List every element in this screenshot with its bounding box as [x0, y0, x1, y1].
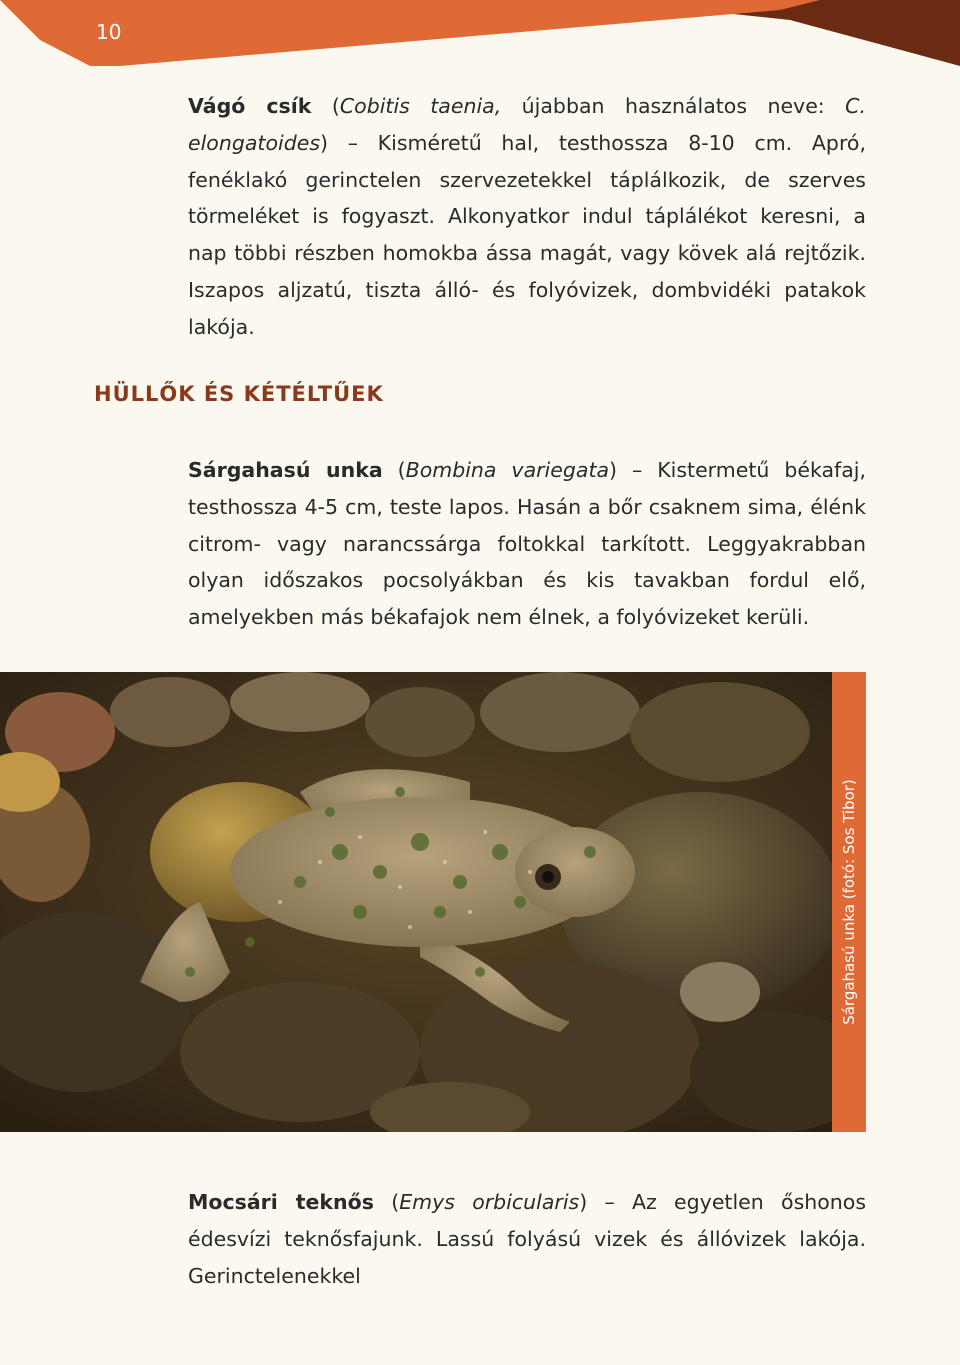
species-name: Vágó csík	[188, 94, 312, 118]
photo-caption: Sárgahasú unka (fotó: Sos Tibor)	[840, 779, 858, 1025]
paragraph-text: – Kistermetű békafaj, testhossza 4-5 cm, teste lapos. Hasán a bőr csaknem sima, élénk citrom- vagy narancssárga foltokkal tarkított. Leggyakrabban olyan időszakos pocsolyákban és kis tavakban fordul elő, amelyekben más békafajok nem élnek, a folyóvizeket kerüli.	[188, 458, 867, 630]
name-note: újabban használatos neve:	[501, 94, 846, 118]
scientific-name: Bombina variegata	[405, 458, 610, 482]
paragraph-text: – Az egyetlen őshonos édesvízi teknősfajunk. Lassú folyású vizek és állóvizek lakója. Gerinctelenekkel	[188, 1190, 867, 1288]
paren-close: )	[320, 130, 328, 155]
page-number: 10	[96, 20, 122, 44]
section-heading: HÜLLŐK ÉS KÉTÉLTŰEK	[94, 382, 384, 406]
paren-open: (	[311, 94, 340, 118]
paren-open: (	[373, 1190, 400, 1214]
paren-open: (	[382, 458, 406, 482]
toad-photo	[0, 672, 866, 1132]
scientific-name: Emys orbicularis	[399, 1190, 580, 1214]
scientific-name-alt: C. elongatoides	[188, 94, 866, 155]
paragraph-vago-csik	[188, 88, 866, 346]
toad-photo-illustration	[0, 672, 866, 1132]
header-band	[0, 0, 960, 70]
paragraph-text: – Kisméretű hal, testhossza 8-10 cm. Apró, fenéklakó gerinctelen szervezetekkel táplálkozik, de szerves törmeléket is fogyaszt. Alkonyatkor indul táplálékot keresni, a nap többi részben homokba ássa magát, vagy kövek alá rejtőzik. Iszapos aljzatú, tiszta álló- és folyóvizek, dombvidéki patakok lakója.	[188, 130, 866, 339]
photo-caption-strip	[832, 672, 866, 1132]
species-name: Sárgahasú unka	[188, 458, 383, 482]
paragraph-mocsari-teknos	[188, 1184, 866, 1294]
header-orange-stripe	[0, 0, 820, 66]
species-name: Mocsári teknős	[188, 1190, 374, 1214]
paren-close: )	[609, 458, 618, 482]
paragraph-sargahasu-unka	[188, 452, 866, 636]
paren-close: )	[579, 1190, 588, 1214]
scientific-name: Cobitis taenia,	[339, 94, 502, 118]
